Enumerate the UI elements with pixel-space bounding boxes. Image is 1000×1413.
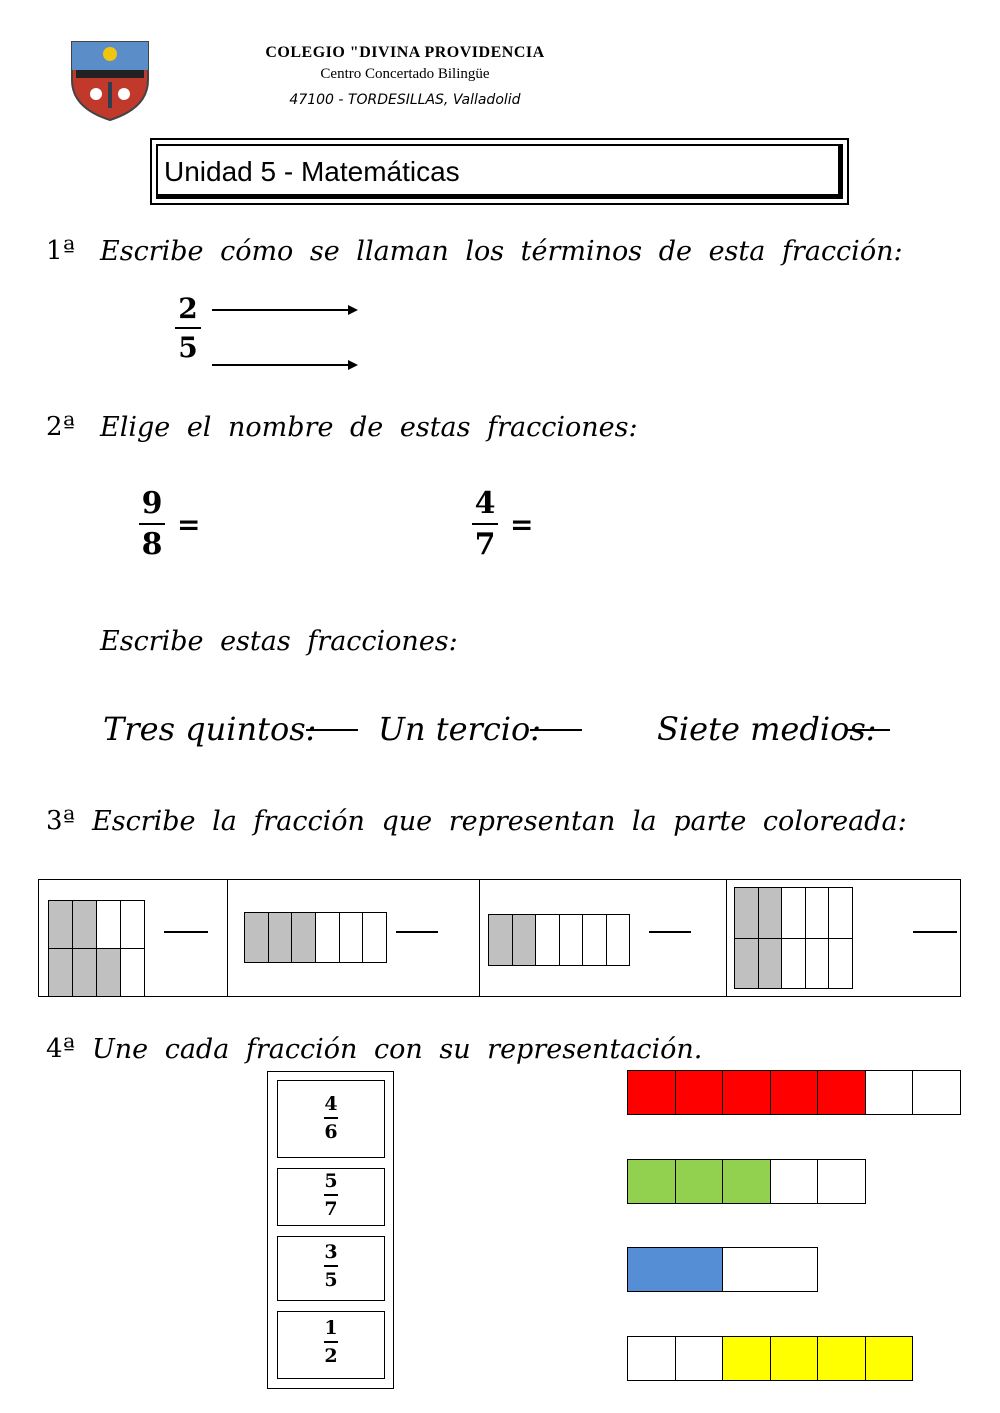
q2-fraction-1-num: 9 xyxy=(141,486,163,521)
q3-figure-cell xyxy=(268,912,293,963)
q3-figure-cell xyxy=(582,914,607,966)
q4-fraction-box-1[interactable] xyxy=(277,1080,385,1158)
numerator-arrow xyxy=(212,309,356,311)
write-blank-3[interactable] xyxy=(846,729,890,731)
q4-bar-cell xyxy=(912,1070,961,1115)
q3-figure-cell xyxy=(120,948,145,997)
q3-figure-cell xyxy=(606,914,631,966)
q4-fraction-3-den: 5 xyxy=(324,1269,338,1291)
write-item-3: Siete medios: xyxy=(657,710,877,748)
q1-fraction xyxy=(172,292,204,364)
q4-text: Une cada fracción con su representación. xyxy=(92,1034,703,1065)
q4-fraction-3-num: 3 xyxy=(324,1241,338,1263)
school-logo xyxy=(68,36,152,122)
q3-answer-blank-2[interactable] xyxy=(396,931,438,933)
write-item-2: Un tercio: xyxy=(378,710,542,748)
q3-figure-cell xyxy=(120,900,145,949)
q4-fraction-box-4[interactable] xyxy=(277,1311,385,1379)
q3-figure-cell xyxy=(72,948,97,997)
shield-icon xyxy=(68,36,152,122)
q3-figure-cell xyxy=(96,948,121,997)
q4-bar-cell xyxy=(865,1070,914,1115)
q4-bar-cell xyxy=(770,1159,819,1204)
denominator-arrow xyxy=(212,364,356,366)
q4-bar-cell xyxy=(770,1336,819,1381)
q3-figure-cell xyxy=(758,938,783,990)
q3-figure-cell xyxy=(781,887,806,939)
q3-figure-cell xyxy=(512,914,537,966)
q4-bar-cell xyxy=(722,1070,771,1115)
q2-fraction-1-den: 8 xyxy=(141,527,163,562)
q4-bar-cell xyxy=(675,1336,724,1381)
q1-number: 1ª xyxy=(46,236,75,266)
q3-number: 3ª xyxy=(46,806,75,836)
q3-answer-blank-4[interactable] xyxy=(913,931,957,933)
q4-fraction-2-den: 7 xyxy=(324,1198,338,1220)
q2-text: Elige el nombre de estas fracciones: xyxy=(100,412,638,443)
q3-figure-cell xyxy=(362,912,387,963)
q4-bar-cell xyxy=(817,1159,866,1204)
q4-bar-cell xyxy=(817,1070,866,1115)
q4-fraction-box-2[interactable] xyxy=(277,1168,385,1226)
q3-figure-cell xyxy=(781,938,806,990)
q3-figure-cell xyxy=(828,938,853,990)
q2-fraction-2 xyxy=(469,486,501,562)
q3-figure-cell xyxy=(291,912,316,963)
q3-text: Escribe la fracción que representan la parte coloreada: xyxy=(92,806,907,837)
q3-figure-cell xyxy=(48,900,73,949)
q4-bar-cell xyxy=(722,1247,818,1292)
q4-bar-cell xyxy=(675,1070,724,1115)
q3-figure-cell xyxy=(96,900,121,949)
write-item-1: Tres quintos: xyxy=(103,710,317,748)
q2-equals-1: = xyxy=(177,508,201,541)
q3-figure-cell xyxy=(488,914,513,966)
title-box xyxy=(150,138,849,205)
q3-figure-cell xyxy=(828,887,853,939)
school-name: COLEGIO "DIVINA PROVIDENCIA xyxy=(265,44,545,61)
q3-figure-cell xyxy=(72,900,97,949)
q3-figure-cell xyxy=(244,912,269,963)
q3-figure-cell xyxy=(805,887,830,939)
q4-bar-cell xyxy=(722,1336,771,1381)
q3-answer-blank-1[interactable] xyxy=(164,931,208,933)
write-fractions-text: Escribe estas fracciones: xyxy=(100,626,458,657)
write-blank-2[interactable] xyxy=(530,729,582,731)
q4-bar-cell xyxy=(865,1336,914,1381)
q4-bar-cell xyxy=(627,1247,723,1292)
q3-figure-cell xyxy=(734,887,759,939)
q4-fraction-2-num: 5 xyxy=(324,1170,338,1192)
q3-figure-cell xyxy=(559,914,584,966)
q3-figure-cell xyxy=(734,938,759,990)
page-title: Unidad 5 - Matemáticas xyxy=(164,156,460,187)
q3-figure-cell xyxy=(48,948,73,997)
q4-bar-cell xyxy=(627,1159,676,1204)
q4-fraction-box-3[interactable] xyxy=(277,1236,385,1301)
q2-number: 2ª xyxy=(46,412,75,442)
q4-fraction-1-den: 6 xyxy=(324,1121,338,1143)
q4-fraction-4-den: 2 xyxy=(324,1345,338,1367)
q2-fraction-2-den: 7 xyxy=(474,527,496,562)
q1-text: Escribe cómo se llaman los términos de esta fracción: xyxy=(100,236,903,267)
q4-bar-cell xyxy=(722,1159,771,1204)
q2-equals-2: = xyxy=(510,508,534,541)
school-subtitle: Centro Concertado Bilingüe xyxy=(320,66,490,82)
q4-bar-cell xyxy=(627,1336,676,1381)
q4-bar-cell xyxy=(627,1070,676,1115)
q3-answer-blank-3[interactable] xyxy=(649,931,691,933)
q3-figure-cell xyxy=(339,912,364,963)
q4-number: 4ª xyxy=(46,1034,75,1064)
q4-fraction-4-num: 1 xyxy=(324,1317,338,1339)
q4-bar-cell xyxy=(817,1336,866,1381)
q3-figure-cell xyxy=(805,938,830,990)
q3-figure-cell xyxy=(535,914,560,966)
q3-figure-cell xyxy=(315,912,340,963)
q1-denominator: 5 xyxy=(178,331,198,364)
q2-fraction-2-num: 4 xyxy=(474,486,496,521)
school-address: 47100 - TORDESILLAS, Valladolid xyxy=(289,92,521,108)
q4-bar-cell xyxy=(675,1159,724,1204)
q3-figure-cell xyxy=(758,887,783,939)
q4-fraction-1-num: 4 xyxy=(324,1093,338,1115)
q2-fraction-1 xyxy=(136,486,168,562)
q4-bar-cell xyxy=(770,1070,819,1115)
q1-numerator: 2 xyxy=(178,292,198,325)
write-blank-1[interactable] xyxy=(306,729,358,731)
